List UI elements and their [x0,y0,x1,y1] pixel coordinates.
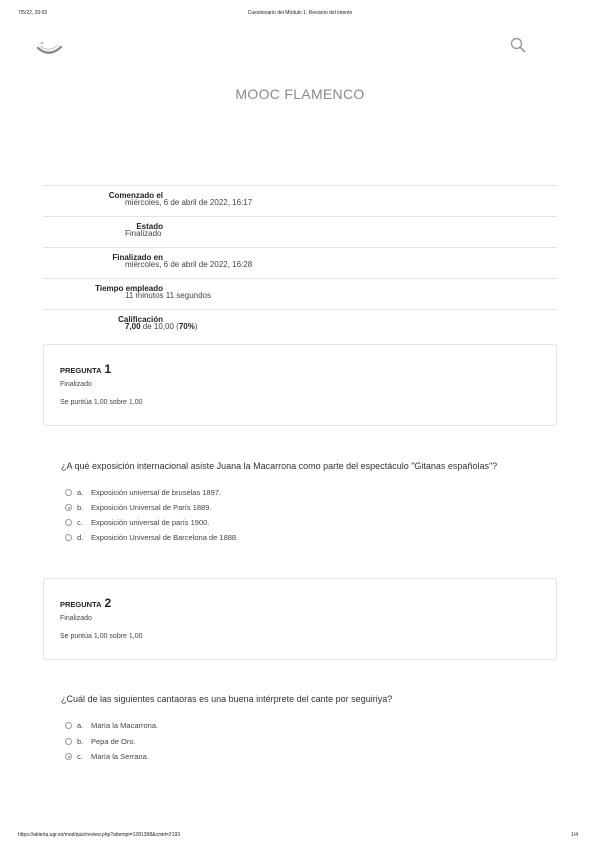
grade-close: ) [194,322,198,331]
radio-icon[interactable] [65,489,72,496]
summary-label: Comenzado el [108,191,163,200]
summary-label: Finalizado en [112,253,163,262]
question-label: PREGUNTA [60,366,102,375]
radio-icon[interactable] [65,519,72,526]
summary-label: Estado [136,222,163,231]
answer-letter: c. [77,518,83,527]
answer-letter: b. [77,737,84,746]
answer-letter: b. [77,503,84,512]
question-number: 2 [104,596,112,610]
print-url: https://abierta.ugr.es/mod/quiz/review.php?attempt=1281398&cmid=2193 [18,832,181,838]
ugr-logo-icon[interactable] [34,36,64,56]
summary-row-time-taken [43,278,557,309]
answer-letter: a. [77,721,84,730]
question-grade: Se puntúa 1,00 sobre 1,00 [60,633,143,640]
summary-value: miércoles, 6 de abril de 2022, 16:28 [125,260,253,269]
answer-text: María la Macarrona. [91,721,159,730]
grade-percent: 70% [178,322,195,331]
summary-row-grade [43,309,557,340]
summary-value: 11 minutos 11 segundos [125,291,211,300]
question-1-text: ¿A qué exposición internacional asiste Juana la Macarrona como parte del espectáculo "Gitanas españolas"? [61,461,498,471]
answer-text: Exposición Universal de París 1889. [91,503,212,512]
summary-row-started [43,185,557,216]
print-page-number: 1/4 [571,832,578,838]
answer-text: Pepa de Oro. [91,737,136,746]
radio-icon[interactable] [65,722,72,729]
summary-row-finished [43,247,557,278]
question-heading [60,362,111,376]
print-title: Cuestionario del Módulo 1: Revisión del intento [247,10,353,16]
summary-label: Tiempo empleado [95,284,163,293]
radio-icon[interactable] [65,534,72,541]
grade-score: 7,00 [125,322,141,331]
answer-text: María la Serrana. [91,752,149,761]
grade-value [125,322,198,331]
summary-row-state [43,216,557,247]
question-number: 1 [104,362,112,376]
question-2-text: ¿Cuál de las siguientes cantaoras es una buena intérprete del cante por seguiriya? [61,694,393,704]
answer-text: Exposición universal de parís 1900. [91,518,210,527]
question-heading [60,596,111,610]
question-grade: Se puntúa 1,00 sobre 1,00 [60,399,143,406]
answer-letter: a. [77,488,84,497]
answer-letter: d. [77,533,84,542]
attempt-summary-table [43,185,557,340]
summary-value: miércoles, 6 de abril de 2022, 16:17 [125,198,253,207]
question-state: Finalizado [60,381,92,388]
print-datetime: 7/5/22, 20:03 [18,10,48,16]
answer-text: Exposición Universal de Barcelona de 1888. [91,533,239,542]
search-icon[interactable] [510,37,526,53]
question-1-info-card [43,344,557,426]
answer-letter: c. [77,752,83,761]
question-state: Finalizado [60,615,92,622]
radio-checked-icon[interactable] [65,753,72,760]
summary-label: Calificación [118,315,163,324]
answer-text: Exposición universal de bruselas 1897. [91,488,222,497]
question-2-info-card [43,578,557,660]
radio-checked-icon[interactable] [65,504,72,511]
grade-out-of: de 10,00 ( [140,322,179,331]
question-label: PREGUNTA [60,600,102,609]
summary-value: Finalizado [125,229,162,238]
radio-icon[interactable] [65,738,72,745]
site-title: MOOC FLAMENCO [235,86,365,102]
